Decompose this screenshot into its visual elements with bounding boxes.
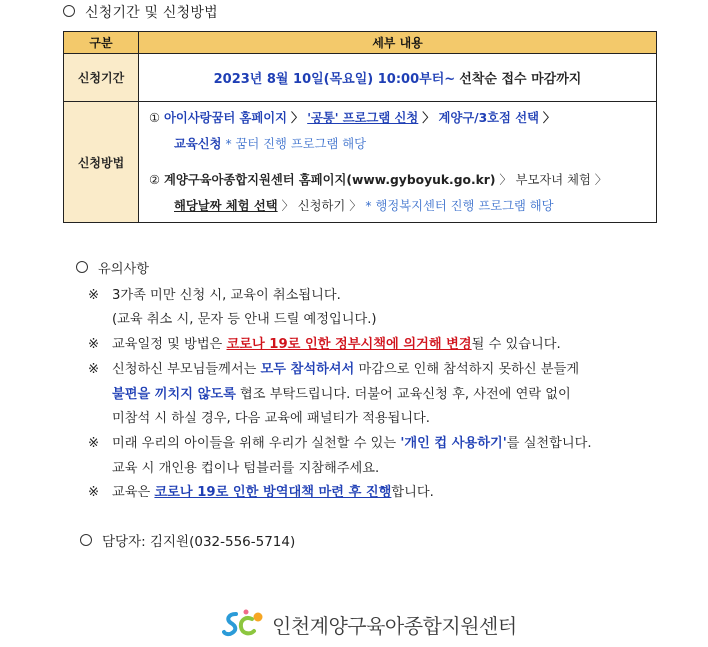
note3-line2-highlight: 불편을 끼치지 않도록 xyxy=(112,386,236,402)
note3-line2-text: 협조 부탁드립니다. 더불어 교육신청 후, 사전에 연락 없이 xyxy=(235,386,571,402)
note5-post: 합니다. xyxy=(391,485,434,501)
method2-line1 xyxy=(149,167,648,193)
note2-post: 될 수 있습니다. xyxy=(471,337,561,353)
notes-title-text: 유의사항 xyxy=(98,262,149,277)
period-rest: 선착순 접수 마감까지 xyxy=(459,72,582,87)
arrow-icon: 〉 xyxy=(542,111,556,125)
method1-site: 아이사랑꿈터 홈페이지 xyxy=(163,111,288,125)
note-item xyxy=(76,481,592,506)
note-item xyxy=(76,358,592,383)
arrow-icon: 〉 xyxy=(499,173,512,187)
arrow-icon: 〉 xyxy=(422,111,435,125)
method1-program: '공통' 프로그램 신청 xyxy=(307,111,419,125)
note-item xyxy=(76,432,592,457)
method-label: 신청방법 xyxy=(64,102,139,223)
application-table xyxy=(63,31,657,223)
note1-line2: (교육 취소 시, 문자 등 안내 드릴 예정입니다.) xyxy=(112,312,377,328)
method1-apply: 교육신청 xyxy=(174,137,222,151)
table-header-row xyxy=(64,32,657,54)
method2-number: ② xyxy=(149,173,161,187)
period-value xyxy=(139,54,657,102)
note3-pre: 신청하신 부모님들께서는 xyxy=(112,361,261,377)
note-item xyxy=(76,333,592,358)
notes-title xyxy=(76,258,592,283)
reference-mark-icon: ※ xyxy=(88,361,100,377)
arrow-icon: 〉 xyxy=(281,199,294,213)
reference-mark-icon: ※ xyxy=(88,337,100,353)
reference-mark-icon: ※ xyxy=(88,435,100,451)
notes-section xyxy=(76,258,592,506)
method2-note: * 행정복지센터 진행 프로그램 해당 xyxy=(365,199,554,213)
method1-line1 xyxy=(149,105,648,131)
note3-line3: 미참석 시 하실 경우, 다음 교육에 패널티가 적용됩니다. xyxy=(112,411,430,427)
arrow-icon: 〉 xyxy=(349,199,362,213)
note5-highlight: 코로나 19로 인한 방역대책 마련 후 진행 xyxy=(154,485,392,501)
note1-line1: 3가족 미만 신청 시, 교육이 취소됩니다. xyxy=(112,287,341,303)
footer-logo xyxy=(222,608,517,640)
method2-experience: 부모자녀 체험 xyxy=(515,173,591,187)
table-row-method xyxy=(64,102,657,223)
period-date: 2023년 8월 10일(목요일) 10:00부터~ xyxy=(213,72,456,87)
reference-mark-icon: ※ xyxy=(88,485,100,501)
note3-post: 마감으로 인해 참석하지 못하신 분들게 xyxy=(354,361,580,377)
note2-highlight: 코로나 19로 인한 정부시책에 의거해 변경 xyxy=(226,337,472,353)
reference-mark-icon: ※ xyxy=(88,287,100,303)
note3-line2 xyxy=(76,383,592,408)
note4-line2: 교육 시 개인용 컵이나 텀블러를 지참해주세요. xyxy=(112,460,380,476)
note-item xyxy=(76,284,592,309)
method1-note: * 꿈터 진행 프로그램 해당 xyxy=(225,137,367,151)
contact-line xyxy=(80,530,295,550)
note5-pre: 교육은 xyxy=(112,485,155,501)
note4-highlight: '개인 컵 사용하기' xyxy=(400,435,507,451)
arrow-icon: 〉 xyxy=(594,173,608,187)
org-name: 인천계양구육아종합지원센터 xyxy=(272,613,517,638)
method2-line2 xyxy=(149,193,648,219)
note3-highlight: 모두 참석하셔서 xyxy=(260,361,355,377)
circle-bullet-icon xyxy=(80,534,92,546)
method-value xyxy=(139,102,657,223)
section-title xyxy=(63,2,218,22)
note2-pre: 교육일정 및 방법은 xyxy=(112,337,227,353)
section-title-text: 신청기간 및 신청방법 xyxy=(85,5,218,21)
contact-text: 담당자: 김지원(032-556-5714) xyxy=(102,534,296,550)
method2-date: 해당날짜 체험 선택 xyxy=(174,199,278,213)
table-row-period xyxy=(64,54,657,102)
note4-post: 를 실천합니다. xyxy=(506,435,592,451)
method2-site: 계양구육아종합지원센터 홈페이지(www.gyboyuk.go.kr) xyxy=(163,173,496,187)
header-details: 세부 내용 xyxy=(139,32,657,54)
period-label: 신청기간 xyxy=(64,54,139,102)
arrow-icon: 〉 xyxy=(290,111,304,125)
header-category: 구분 xyxy=(64,32,139,54)
method1-number: ① xyxy=(149,111,161,125)
method1-line2 xyxy=(149,131,648,157)
circle-bullet-icon xyxy=(76,261,88,273)
circle-bullet-icon xyxy=(63,5,75,17)
org-logo-icon xyxy=(222,608,266,640)
note4-pre: 미래 우리의 아이들을 위해 우리가 실천할 수 있는 xyxy=(112,435,401,451)
method1-branch: 계양구/3호점 선택 xyxy=(438,111,539,125)
method2-apply: 신청하기 xyxy=(297,199,346,213)
